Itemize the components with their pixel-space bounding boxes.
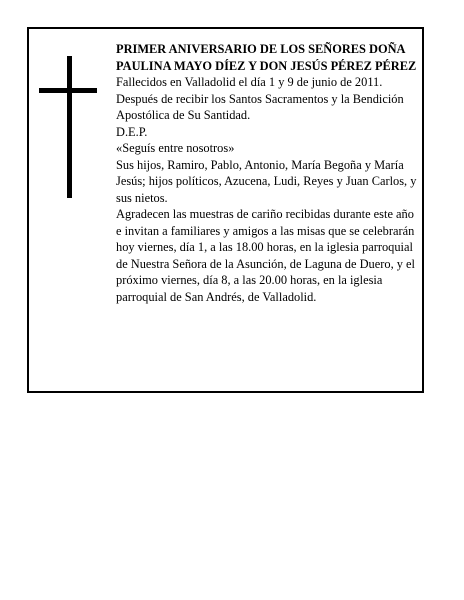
quote-line: «Seguís entre nosotros» <box>116 141 235 155</box>
cross-horizontal-bar <box>39 88 97 93</box>
family-line: Sus hijos, Ramiro, Pablo, Antonio, María Begoña y María Jesús; hijos políticos, Azucena, Ludi, Reyes y Juan Carlos, y sus nietos. <box>116 157 417 205</box>
cross-vertical-bar <box>67 56 72 198</box>
cross-icon <box>39 56 97 198</box>
notice-title: PRIMER ANIVERSARIO DE LOS SEÑORES DOÑA PAULINA MAYO DÍEZ Y DON JESÚS PÉREZ PÉREZ <box>116 42 417 73</box>
sacraments-line: Después de recibir los Santos Sacramentos y la Bendición Apostólica de Su Santidad. <box>116 91 404 122</box>
rip-line: D.E.P. <box>116 124 148 139</box>
notice-text <box>116 41 420 305</box>
death-details: Fallecidos en Valladolid el día 1 y 9 de junio de 2011. <box>116 75 383 89</box>
mass-announcement: Agradecen las muestras de cariño recibidas durante este año e invitan a familiares y amigos a las misas que se celebrarán hoy viernes, día 1, a las 18.00 horas, en la iglesia parroquial de Nuestra Señora de la Asunción, de Laguna de Duero, y el próximo viernes, día 8, a las 20.00 horas, en la iglesia parroquial de San Andrés, de Valladolid. <box>116 207 415 304</box>
obituary-notice <box>27 27 424 393</box>
